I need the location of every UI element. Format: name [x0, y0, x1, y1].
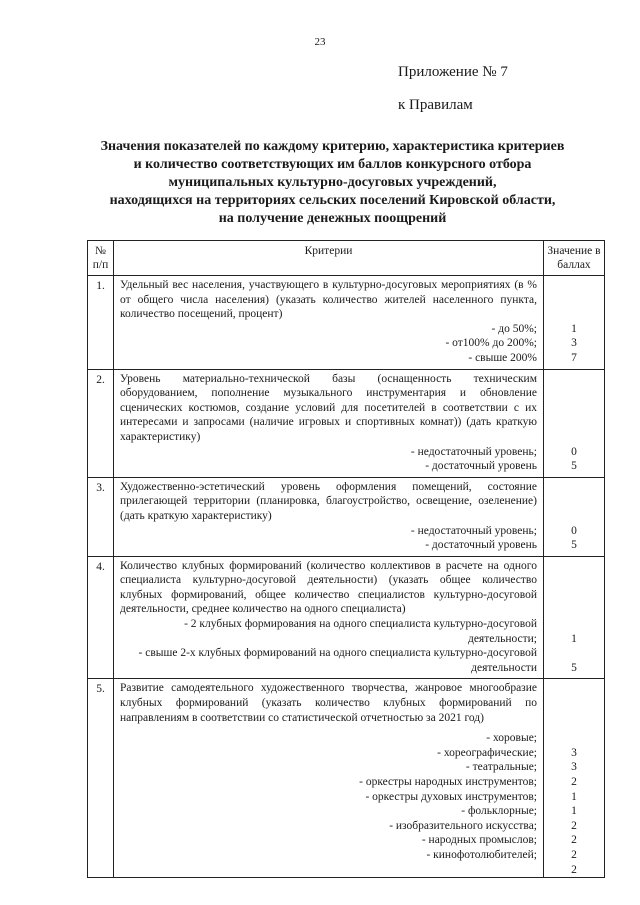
criterion-text: Уровень материально-технической базы (оснащенность техническим оборудованием, пополнение музыкального инструментария и обновление сценических костюмов, создание условий для посетителей в соответствии с их интересами и запросами (наличие игровых и спортивных комнат)) (дать краткую характеристику): [120, 372, 537, 443]
criterion-option: - свыше 2-х клубных формирований на одного специалиста культурно-досуговой деятельности: [138, 647, 537, 674]
row-number: 3.: [88, 477, 114, 556]
criterion-option: - достаточный уровень: [425, 460, 537, 473]
criterion-option: - оркестры народных инструментов;: [359, 776, 537, 788]
criterion-cell: [114, 556, 544, 679]
points-value: 3: [571, 337, 577, 350]
criterion-text: Удельный вес населения, участвующего в культурно-досуговых мероприятиях (в % от общего числа населения) (указать количество жителей населенного пункта, количество посещений, процент): [120, 279, 537, 321]
title-line: на получение денежных поощрений: [218, 211, 447, 226]
title-line: Значения показателей по каждому критерию, характеристика критериев: [100, 139, 565, 154]
points-value: 3: [571, 746, 577, 759]
points-value: 0: [571, 445, 577, 458]
criterion-option: - до 50%;: [491, 322, 537, 335]
criterion-option: - кинофотолюбителей;: [426, 848, 537, 861]
criterion-option: - недостаточный уровень;: [410, 524, 537, 537]
criterion-option: - хореографические;: [437, 746, 537, 759]
criterion-option: - театральные;: [465, 761, 537, 774]
table-row: [88, 556, 605, 679]
points-cell: [544, 369, 605, 477]
criterion-cell: [114, 679, 544, 878]
table-row: [88, 369, 605, 477]
title-line: муниципальных культурно-досуговых учреждений,: [168, 175, 497, 190]
criterion-cell: [114, 369, 544, 477]
table-row: [88, 679, 605, 878]
criterion-option: - 2 клубных формирования на одного специалиста культурно-досуговой деятельности;: [184, 618, 537, 645]
row-number: 4.: [88, 556, 114, 679]
criterion-option: - недостаточный уровень;: [410, 445, 537, 458]
row-number: 2.: [88, 369, 114, 477]
points-value: 7: [571, 351, 577, 364]
header-number: № п/п: [88, 241, 114, 276]
points-value: 0: [571, 524, 577, 537]
points-value: 1: [571, 632, 577, 645]
points-cell: [544, 276, 605, 370]
criterion-option: - изобразительного искусства;: [389, 819, 537, 832]
points-value: 5: [571, 661, 577, 674]
criterion-cell: [114, 477, 544, 556]
row-number: 1.: [88, 276, 114, 370]
points-cell: [544, 477, 605, 556]
header-points: Значение в баллах: [544, 241, 605, 276]
criterion-option: - хоровые;: [486, 732, 537, 745]
criterion-option: - свыше 200%: [468, 351, 537, 364]
table-header-row: [88, 241, 605, 276]
criterion-option: - от100% до 200%;: [445, 337, 537, 350]
criterion-option: - достаточный уровень: [425, 539, 537, 552]
criterion-text: Художественно-эстетический уровень оформления помещений, состояние прилегающей территории (планировка, благоустройство, освещение, озеленение) (дать краткую характеристику): [120, 480, 537, 522]
points-value: 1: [571, 805, 577, 818]
page-number: 23: [314, 36, 326, 48]
points-value: 2: [571, 848, 577, 861]
title-line: находящихся на территориях сельских поселений Кировской области,: [109, 193, 556, 208]
points-value: 1: [571, 322, 577, 335]
points-value: 2: [571, 863, 577, 876]
points-value: 1: [571, 790, 577, 803]
appendix-label: Приложение № 7: [398, 64, 508, 80]
criterion-text: Количество клубных формирований (количество коллективов в расчете на одного специалиста культурно-досуговой деятельности) (указать общее количество клубных формирований, общее количество специалистов культурно-досуговой деятельности, среднее количество на одного специалиста): [120, 559, 537, 616]
points-value: 5: [571, 539, 577, 552]
table-row: [88, 477, 605, 556]
criterion-option: - народных промыслов;: [421, 834, 537, 847]
row-number: 5.: [88, 679, 114, 878]
points-value: 2: [571, 834, 577, 847]
points-cell: [544, 679, 605, 878]
document-title: [60, 138, 605, 228]
criterion-option: - фольклорные;: [461, 805, 537, 818]
appendix-reference: к Правилам: [398, 97, 473, 113]
criterion-cell: [114, 276, 544, 370]
points-value: 3: [571, 761, 577, 774]
criterion-option: - оркестры духовых инструментов;: [365, 790, 537, 803]
title-line: и количество соответствующих им баллов конкурсного отбора: [133, 157, 532, 172]
points-value: 2: [571, 819, 577, 832]
points-value: 5: [571, 460, 577, 473]
points-cell: [544, 556, 605, 679]
table-row: [88, 276, 605, 370]
criteria-table: [87, 240, 605, 878]
criterion-text: Развитие самодеятельного художественного творчества, жанровое многообразие клубных формирований (указать количество клубных формирований по направлениям в соответствии со статистической отчетностью за 2021 год): [120, 682, 537, 724]
header-criteria: Критерии: [114, 241, 544, 276]
points-value: 2: [571, 776, 577, 789]
